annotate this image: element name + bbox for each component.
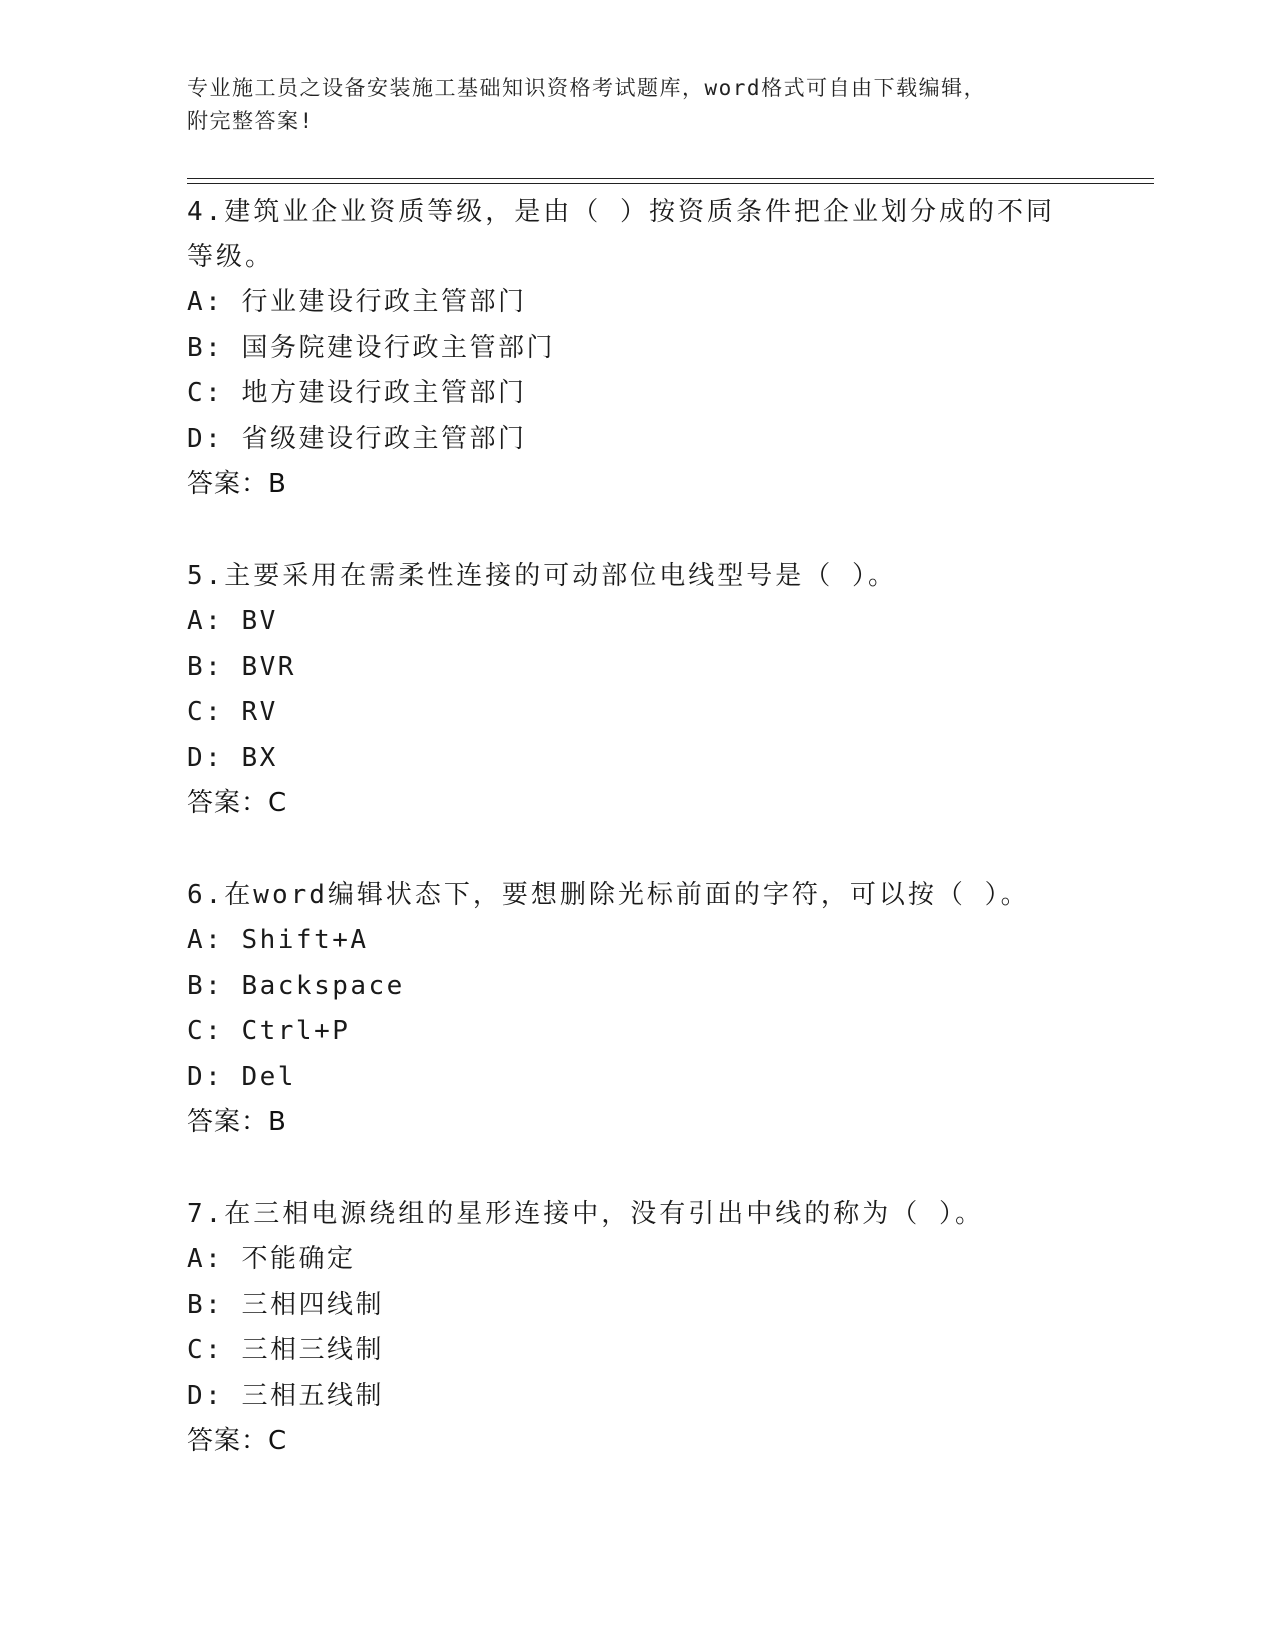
option-c: C: Ctrl+P <box>187 1016 351 1046</box>
answer-line: 答案：B <box>187 1107 287 1137</box>
header-line-2: 附完整答案! <box>187 109 314 133</box>
option-c: C: 地方建设行政主管部门 <box>187 378 527 408</box>
question-stem: 5.主要采用在需柔性连接的可动部位电线型号是（ ）。 <box>187 561 897 591</box>
question-5 <box>187 554 1087 826</box>
question-spacer <box>187 1145 1087 1192</box>
question-7 <box>187 1192 1087 1464</box>
answer-line: 答案：C <box>187 1426 288 1456</box>
option-d: D: BX <box>187 742 278 773</box>
header-divider-bottom <box>187 183 1154 184</box>
option-a: A: Shift+A <box>187 925 369 955</box>
question-stem: 4.建筑业企业资质等级，是由（ ）按资质条件把企业划分成的不同等级。 <box>187 197 1055 272</box>
option-a: A: 不能确定 <box>187 1244 356 1274</box>
question-stem: 7.在三相电源绕组的星形连接中，没有引出中线的称为（ ）。 <box>187 1199 984 1229</box>
option-b: B: Backspace <box>187 970 405 1001</box>
question-stem: 6.在word编辑状态下，要想删除光标前面的字符，可以按（ ）。 <box>187 880 1030 910</box>
header-line-1: 专业施工员之设备安装施工基础知识资格考试题库，word格式可自由下载编辑， <box>187 76 987 100</box>
question-4 <box>187 190 1087 507</box>
option-c: C: 三相三线制 <box>187 1335 384 1365</box>
option-b: B: BVR <box>187 651 296 682</box>
option-d: D: 三相五线制 <box>187 1380 384 1411</box>
option-b: B: 国务院建设行政主管部门 <box>187 332 555 363</box>
question-spacer <box>187 507 1087 554</box>
option-c: C: RV <box>187 697 278 727</box>
question-6 <box>187 873 1087 1145</box>
answer-line: 答案：B <box>187 469 287 499</box>
question-spacer <box>187 826 1087 873</box>
option-d: D: 省级建设行政主管部门 <box>187 423 527 454</box>
document-header <box>187 72 1087 138</box>
option-a: A: BV <box>187 606 278 636</box>
option-a: A: 行业建设行政主管部门 <box>187 287 527 317</box>
option-d: D: Del <box>187 1061 296 1092</box>
option-b: B: 三相四线制 <box>187 1289 384 1320</box>
question-list <box>187 190 1087 1464</box>
header-divider-top <box>187 178 1154 179</box>
answer-line: 答案：C <box>187 788 288 818</box>
